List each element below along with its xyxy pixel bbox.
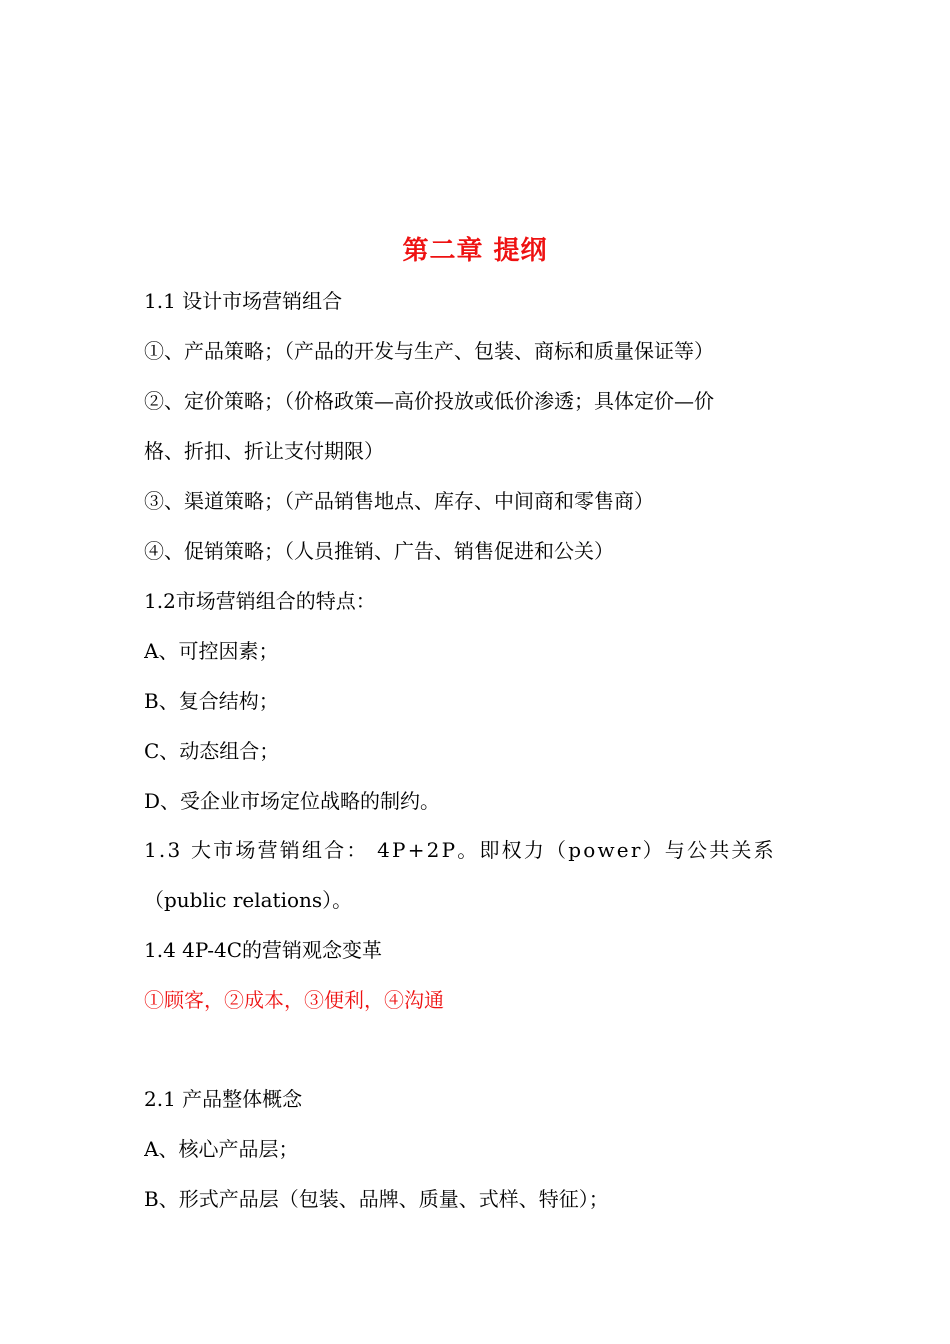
list-item-form-product: B、形式产品层（包装、品牌、质量、式样、特征）； (144, 1187, 609, 1211)
list-item-b: B、复合结构； (144, 689, 279, 713)
section-heading-1-1: 1.1 设计市场营销组合 (144, 289, 343, 313)
section-heading-1-2: 1.2市场营销组合的特点： (144, 589, 376, 613)
list-item-channel-strategy: ③、渠道策略；（产品销售地点、库存、中间商和零售商） (144, 489, 654, 513)
page-title: 第二章 提纲 (402, 236, 548, 266)
list-item-core-product: A、核心产品层； (144, 1137, 299, 1161)
section-1-3-cont: （public relations）。 (144, 888, 353, 912)
list-item-a: A、可控因素； (144, 639, 279, 663)
section-heading-1-4: 1.4 4P-4C的营销观念变革 (144, 938, 383, 962)
section-heading-1-3: 1.3 大市场营销组合： 4P+2P。即权力（power）与公共关系 (144, 838, 776, 862)
list-item-promotion-strategy: ④、促销策略；（人员推销、广告、销售促进和公关） (144, 539, 614, 563)
list-item-c: C、动态组合； (144, 739, 280, 763)
list-item-d: D、受企业市场定位战略的制约。 (144, 789, 441, 813)
list-item-pricing-strategy: ②、定价策略；（价格政策—高价投放或低价渗透；具体定价—价 (144, 389, 714, 413)
highlight-4c-list: ①顾客，②成本，③便利，④沟通 (144, 988, 444, 1012)
section-heading-2-1: 2.1 产品整体概念 (144, 1087, 303, 1111)
list-item-pricing-strategy-cont: 格、折扣、折让支付期限） (144, 439, 384, 463)
list-item-product-strategy: ①、产品策略；（产品的开发与生产、包装、商标和质量保证等） (144, 339, 714, 363)
